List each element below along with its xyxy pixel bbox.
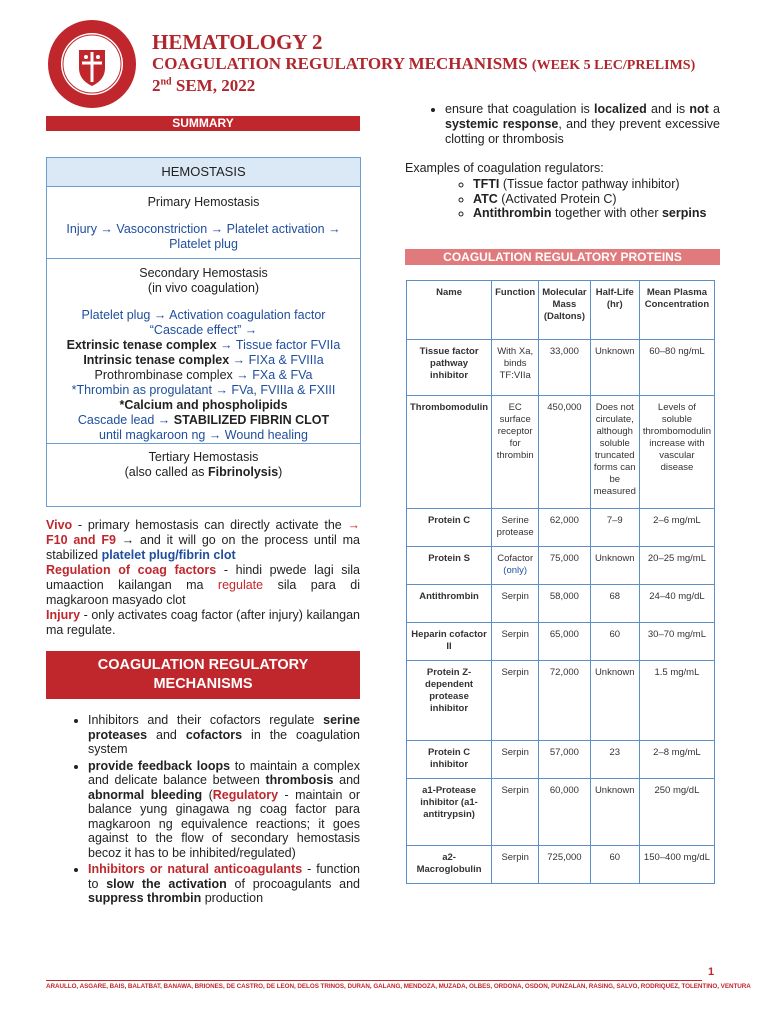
list-item: ◦ TFTI (Tissue factor pathway inhibitor) [473,177,720,192]
function-cell: Serpin [492,585,539,623]
half-life-cell: Unknown [590,779,639,846]
intrinsic-line: Intrinsic tenase complex → FIXa & FVIIIa [83,353,324,367]
table-row [407,779,715,846]
column-header: Half-Life (hr) [590,281,639,340]
subtitle-tag: (WEEK 5 LEC/PRELIMS) [531,58,696,73]
molecular-mass-cell: 725,000 [539,846,590,884]
footer-divider [46,980,702,981]
regulatory-proteins-heading: COAGULATION REGULATORY PROTEINS [405,249,720,265]
concentration-cell: 2–6 mg/mL [639,509,714,547]
examples-list [457,177,720,221]
molecular-mass-cell: 65,000 [539,623,590,661]
secondary-line: Platelet plug → Activation coagulation factor [81,308,326,322]
mechanisms-bullets [68,713,360,908]
vivo-note: Vivo - primary hemostasis can directly activate the → F10 and F9 → and it will go on the process until ma stabilized platelet plug/fibrin clot [46,518,360,562]
molecular-mass-cell: 60,000 [539,779,590,846]
hemostasis-box [46,157,361,507]
concentration-cell: 2–8 mg/mL [639,741,714,779]
concentration-cell: Levels of soluble thrombomodulin increase with vascular disease [639,396,714,509]
half-life-cell: 68 [590,585,639,623]
thrombin-line: *Thrombin as progulatant → FVa, FVIIIa & FXIII [71,383,336,397]
table-row [407,547,715,585]
half-life-cell: Unknown [590,661,639,741]
document-subtitle: COAGULATION REGULATORY MECHANISMS (WEEK 5 LEC/PRELIMS) [152,54,696,73]
half-life-cell: 7–9 [590,509,639,547]
primary-flow-line: Platelet plug [169,237,238,251]
protein-name-cell: Thrombomodulin [407,396,492,509]
secondary-line: “Cascade effect” → [149,323,258,337]
table-row [407,623,715,661]
table-row [407,661,715,741]
semester-label: 2nd SEM, 2022 [152,76,256,95]
half-life-cell: Does not circulate, although soluble truncated forms can be measured [590,396,639,509]
protein-name-cell: Protein C [407,509,492,547]
molecular-mass-cell: 62,000 [539,509,590,547]
secondary-hemostasis-section [47,259,360,444]
list-item: ◦ ATC (Activated Protein C) [473,192,720,207]
half-life-cell: 60 [590,846,639,884]
column-header: Mean Plasma Concentration [639,281,714,340]
primary-flow-line: Injury → Vasoconstriction → Platelet activation → [66,222,341,236]
table-row [407,741,715,779]
function-cell: Serpin [492,623,539,661]
hemostasis-heading: HEMOSTASIS [47,158,360,187]
list-item: • Inhibitors and their cofactors regulate serine proteases and cofactors in the coagulation system [88,713,360,757]
calcium-line: *Calcium and phospholipids [119,398,288,412]
function-cell: EC surface receptor for thrombin [492,396,539,509]
footer-authors: ARAULLO, ASGARE, BAIS, BALATBAT, BANAWA, BRIONES, DE CASTRO, DE LEON, DELOS TRINOS, DURAN, GALANG, MENDOZA, MUZADA, OLBES, ORDONA, OSDON, PUNZALAN, RASING, SALVO, RODRIQUEZ, TOLENTINO, VENTURA [46,983,751,990]
table-row [407,509,715,547]
list-item: ◦ Antithrombin together with other serpins [473,206,720,221]
molecular-mass-cell: 58,000 [539,585,590,623]
concentration-cell: 60–80 ng/mL [639,340,714,396]
function-cell: Serpin [492,661,539,741]
molecular-mass-cell: 75,000 [539,547,590,585]
column-header: Function [492,281,539,340]
primary-hemostasis-section [47,187,360,259]
page-number: 1 [708,966,715,978]
protein-name-cell: a1-Protease inhibitor (a1-antitrypsin) [407,779,492,846]
table-header-row [407,281,715,340]
half-life-cell: 60 [590,623,639,661]
function-cell: Serpin [492,741,539,779]
half-life-cell: Unknown [590,547,639,585]
molecular-mass-cell: 33,000 [539,340,590,396]
list-item: • Inhibitors or natural anticoagulants - function to slow the activation of procoagulants and suppress thrombin production [88,862,360,906]
concentration-cell: 30–70 mg/mL [639,623,714,661]
tertiary-title: Tertiary Hemostasis [148,450,259,464]
column-header: Molecular Mass (Daltons) [539,281,590,340]
list-item: • provide feedback loops to maintain a complex and delicate balance between thrombosis and abnormal bleeding (Regulatory - maintain or balance yung ginagawa ng coag factor para magkaroon ng equivalence reactions; it goes against to the flow of secondary hemostasis becoz it has to be inhibited/regulated) [88,759,360,861]
protein-name-cell: Antithrombin [407,585,492,623]
half-life-cell: Unknown [590,340,639,396]
column-header: Name [407,281,492,340]
function-cell: With Xa, binds TF:VIIa [492,340,539,396]
protein-name-cell: Protein S [407,547,492,585]
function-cell: Serpin [492,846,539,884]
protein-name-cell: a2-Macroglobulin [407,846,492,884]
tertiary-subtitle: (also called as Fibrinolysis) [124,465,283,479]
protein-name-cell: Protein Z-dependent protease inhibitor [407,661,492,741]
half-life-cell: 23 [590,741,639,779]
cascade-line: Cascade lead → STABILIZED FIBRIN CLOT [77,413,330,427]
function-note: (only) [503,565,528,576]
document-title: HEMATOLOGY 2 [152,30,323,54]
concentration-cell: 250 mg/dL [639,779,714,846]
function-cell: Cofactor (only) [492,547,539,585]
regulatory-mechanisms-heading: COAGULATION REGULATORY MECHANISMS [46,651,360,699]
concentration-cell: 24–40 mg/dL [639,585,714,623]
concentration-cell: 20–25 mg/mL [639,547,714,585]
examples-intro: Examples of coagulation regulators: [405,161,604,175]
secondary-subtitle: (in vivo coagulation) [147,281,260,295]
function-cell: Serpin [492,779,539,846]
prothrombinase-line: Prothrombinase complex → FXa & FVa [94,368,313,382]
molecular-mass-cell: 72,000 [539,661,590,741]
tertiary-hemostasis-section [47,444,360,480]
notes-block [46,518,360,638]
regulation-note: Regulation of coag factors - hindi pwede lagi sila umaaction kailangan ma regulate sila para di magkaroon masyado clot [46,563,360,607]
regulatory-proteins-table [406,280,715,884]
list-item: • ensure that coagulation is localized and is not a systemic response, and they prevent excessive clotting or thrombosis [445,102,720,147]
concentration-cell: 1.5 mg/mL [639,661,714,741]
protein-name-cell: Tissue factor pathway inhibitor [407,340,492,396]
university-seal-logo [46,18,138,110]
table-row [407,340,715,396]
extrinsic-line: Extrinsic tenase complex → Tissue factor FVIIa [66,338,341,352]
table-row [407,585,715,623]
molecular-mass-cell: 57,000 [539,741,590,779]
protein-name-cell: Protein C inhibitor [407,741,492,779]
protein-name-cell: Heparin cofactor II [407,623,492,661]
function-cell: Serine protease [492,509,539,547]
secondary-title: Secondary Hemostasis [139,266,268,280]
until-line: until magkaroon ng → Wound healing [99,428,308,442]
localization-bullet [405,102,720,147]
injury-note: Injury - only activates coag factor (after injury) kailangan ma regulate. [46,608,360,637]
table-row [407,396,715,509]
concentration-cell: 150–400 mg/dL [639,846,714,884]
table-row [407,846,715,884]
primary-title: Primary Hemostasis [147,195,260,209]
molecular-mass-cell: 450,000 [539,396,590,509]
summary-heading: SUMMARY [46,116,360,131]
